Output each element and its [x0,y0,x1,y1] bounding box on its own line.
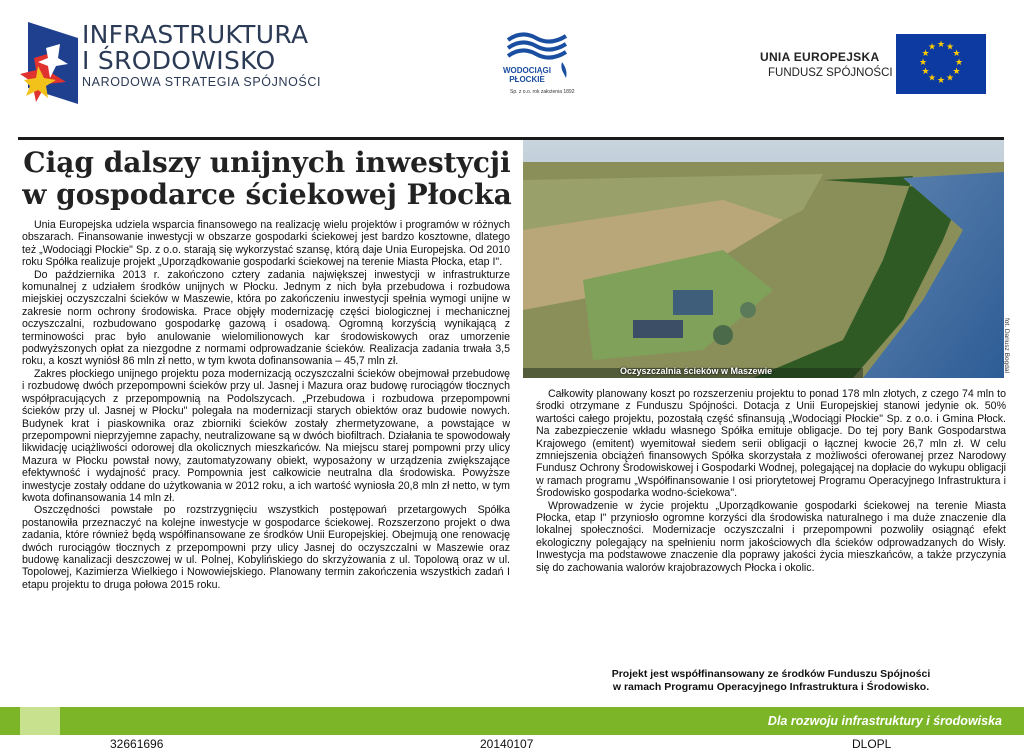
eu-flag-icon [896,34,986,94]
infra-title-line1: INFRASTRUKTURA [82,20,309,49]
article-paragraph: Całkowity planowany koszt po rozszerzeniu projektu to ponad 178 mln złotych, z czego 74 mln to środki otrzymane z Funduszu Spójności. Dotacja z Unii Europejskiej stanowi jedynie ok. 50% wartości całego projektu, pozostałą część sfinansują „Wodociągi Płockie" Sp. z o.o. i Gmina Płock. Na zabezpieczenie wkładu własnego Spółka emituje obligacje. Do tej pory Bank Gospodarstwa Krajowego (emitent) wyemitował siedem serii obligacji o łącznej kwocie 26,7 mln zł. W celu zmniejszenia obciążeń finansowych Spółka skorzystała z możliwości oferowanej przez Narodowy Fundusz Ochrony Środowiskowej i Gospodarki Wodnej, polegającej na dopłacie do wykupu obligacji w ramach programu „Współfinansowanie I osi priorytetowej Programu Operacyjnego Infrastruktura i Środowisko gospodarka wodno-ściekowa". [536,388,1006,500]
svg-text:★: ★ [927,42,937,53]
ue-subtitle: FUNDUSZ SPÓJNOŚCI [768,67,893,79]
article-headline [22,147,512,211]
footer-date: 20140107 [480,737,534,751]
headline-line1: Ciąg dalszy unijnych inwestycji [23,146,511,179]
article-paragraph: Wprowadzenie w życie projektu „Uporządkowanie gospodarki ściekowej na terenie Miasta Płocka, etap I" przyniosło ogromne korzyści dla środowiska naturalnego i ma duże znaczenie dla lokalnej społeczności. Modernizacje oczyszczalni i przepompowni pozwoliły osiągnąć efekt ekologiczny polegający na spełnieniu norm jakościowych dla ścieków odprowadzanych do Wisły. Inwestycja ma podstawowe znaczenie dla poprawy jakości życia mieszkańców, a także przyczynia się do zachowania walorów krajobrazowych Płocka i okolic. [536,499,1006,574]
svg-text:★: ★ [927,73,937,84]
svg-text:★: ★ [952,49,961,59]
infra-title-line2: I ŚRODOWISKO [82,46,276,75]
article-paragraph: Unia Europejska udziela wsparcia finansowego na realizację wielu projektów i programów w różnych obszarach. Finansowanie inwestycji w obszarze gospodarki ściekowej jest bardzo kosztowne, dlatego też „Wodociągi Płockie" Sp. z o.o. starają się wykorzystać szansę, którą daje Unia Europejska. Od 2010 roku Spółka realizuje projekt „Uporządkowanie gospodarki ściekowej na terenie Miasta Płocka, etap I". [22,219,510,269]
svg-text:★: ★ [921,49,930,59]
wodociagi-subtitle: Sp. z o.o. rok założenia 1892 [510,89,575,95]
footer-bar-accent [20,707,60,735]
svg-text:★: ★ [952,67,961,77]
svg-text:★: ★ [936,76,946,86]
wodociagi-name-line2: PŁOCKIE [509,75,545,84]
cofinance-line1: Projekt jest współfinansowany ze środków Funduszu Spójności [611,668,931,680]
svg-text:★: ★ [921,67,930,77]
wodociagi-logo-icon [500,28,580,98]
wodociagi-name [500,66,554,84]
article-left-column [22,219,510,591]
headline-line2: w gospodarce ściekowej Płocka [22,178,512,211]
wodociagi-name-line1: WODOCIĄGI [503,66,551,75]
svg-text:★: ★ [936,40,946,50]
ue-title: UNIA EUROPEJSKA [760,50,880,64]
article-paragraph: Zakres płockiego unijnego projektu poza modernizacją oczyszczalni ścieków obejmował przebudowę i rozbudowę dwóch przepompowni ścieków przy ul. Jasnej i Mazura oraz budowę rurociągów tłocznych współpracujących z przepompownią na Podolszycach. „Przebudowa i rozbudowa przepompowni ścieków przy ul. Jasnej w Płocku" polegała na modernizacji starych obiektów oraz budowie nowych. Budynek krat i piaskownika oraz zbiorniki ścieków zostały zhermetyzowane, a powstające w przepompowni nieprzyjemne zapachy, neutralizowane są w dwóch biofiltrach. Działania te spowodowały likwidację uciążliwości odorowej dla okolicznych mieszkańców. Na miejscu starej pompowni przy ulicy Mazura w Płocku powstał nowy, zautomatyzowany obiekt, wyposażony w urządzenia zwiększające efektywność i wydajność pracy. Pompownia jest całkowicie neutralna dla środowiska. Powyższe inwestycje zostały oddane do użytkowania w 2012 roku, a ich wartość wyniosła 20,8 mln zł netto, w tym kwota dofinansowania 14 mln zł. [22,367,510,504]
footer-id-number: 32661696 [110,737,164,751]
svg-text:★: ★ [918,58,928,68]
svg-text:★: ★ [945,42,955,53]
photo-caption: Oczyszczalnia ścieków w Maszewie [620,366,773,376]
svg-text:★: ★ [945,73,955,84]
infra-subtitle: NARODOWA STRATEGIA SPÓJNOŚCI [82,75,322,89]
infra-title [82,22,308,74]
article-right-column [536,388,1006,574]
footer-slogan: Dla rozwoju infrastruktury i środowiska [767,714,1002,728]
footer-code: DLOPL [852,737,892,751]
photo-credit: fot. Dariusz Bogdal [1003,318,1010,373]
article-paragraph: Oszczędności powstałe po rozstrzygnięciu wszystkich postępowań przetargowych Spółka postanowiła przeznaczyć na kolejne inwestycje w gospodarce ściekowej. Rozszerzono projekt o dwa zadania, które również będą współfinansowane ze środków Unii Europejskiej. Obejmują one renowację dwóch rurociągów tłocznych z przepompowni przy ulicy Jasnej do oczyszczalni w Maszewie oraz budowę kanalizacji deszczowej w ul. Polnej, Kobylińskiego do skrzyżowania z ul. Topolową oraz w ul. Topolowej, Kazimierza Wielkiego i Nowowiejskiego. Planowany termin zakończenia wszystkich zadań I etapu projektu to druga połowa 2015 roku. [22,504,510,591]
article-paragraph: Do października 2013 r. zakończono cztery zadania największej inwestycji w infrastrukturze komunalnej z udziałem środków unijnych w Płocku. Jednym z nich była przebudowa i rozbudowa miejskiej oczyszczalni ścieków w Maszewie, która po zakończeniu inwestycji spełnia wymogi unijne w zakresie norm ochrony środowiska. Prace objęły modernizację części biologicznej i mechanicznej oczyszczalni, rozbudowano gospodarkę gazową i osadową. Ogromną korzyścią wynikającą z terminowości prac było anulowanie wielomilionowych kar środowiskowych oraz umorzenie podwyższonych opłat za niezgodne z normami odprowadzanie ścieków. Realizacja zadania trwała 3,5 roku, a koszt wyniósł 86 mln zł netto, w tym kwota dofinansowania – 45,7 mln zł. [22,268,510,368]
cofinance-note [536,668,1006,694]
aerial-photo [523,140,1004,378]
header [0,0,1024,135]
cofinance-line2: w ramach Programu Operacyjnego Infrastruktura i Środowisko. [612,681,930,693]
svg-text:★: ★ [954,58,964,68]
